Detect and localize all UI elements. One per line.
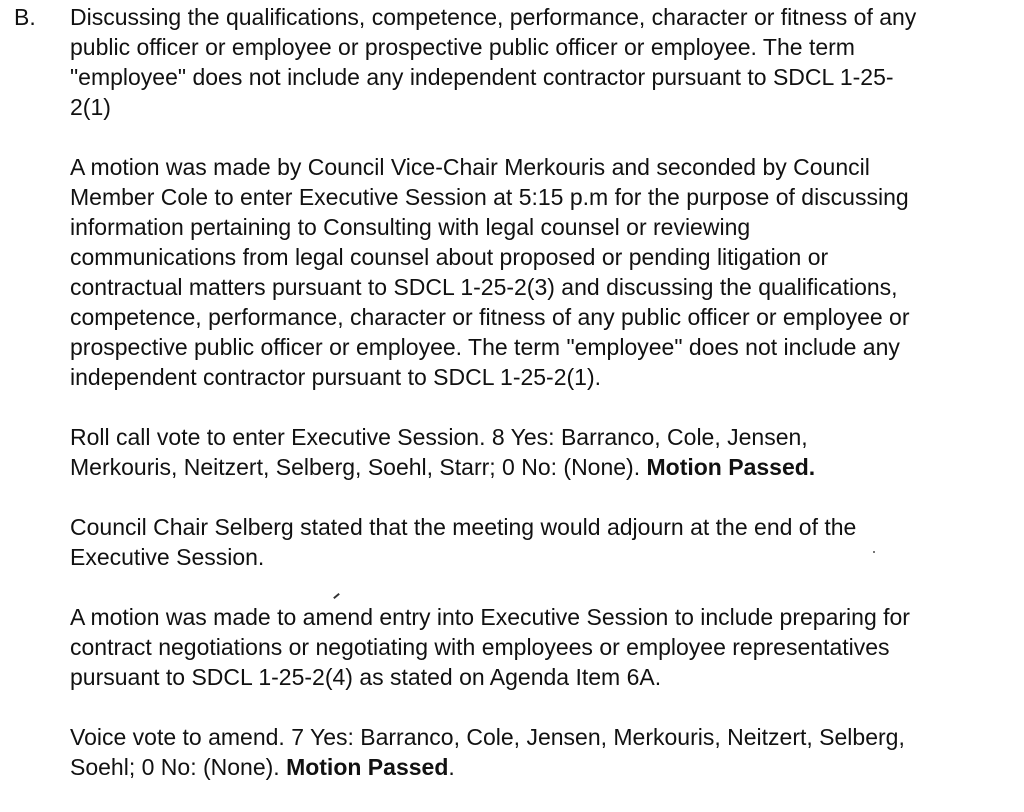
text-line: Roll call vote to enter Executive Session. 8 Yes: Barranco, Cole, Jensen, <box>70 424 808 450</box>
text-line: "employee" does not include any independent contractor pursuant to SDCL 1-25- <box>70 64 894 90</box>
text-line: pursuant to SDCL 1-25-2(4) as stated on Agenda Item 6A. <box>70 664 662 690</box>
text-line <box>70 752 1015 782</box>
paragraph-adjourn-statement <box>70 512 1015 572</box>
text-line: independent contractor pursuant to SDCL 1-25-2(1). <box>70 364 602 390</box>
item-letter: B. <box>14 4 36 30</box>
text-line: contractual matters pursuant to SDCL 1-25-2(3) and discussing the qualifications, <box>70 274 898 300</box>
text-line: A motion was made by Council Vice-Chair Merkouris and seconded by Council <box>70 154 870 180</box>
paragraph-voice-vote <box>70 722 1015 782</box>
text-line: information pertaining to Consulting with legal counsel or reviewing <box>70 214 751 240</box>
paragraph-motion-amend <box>70 602 1015 692</box>
paragraph-qualifications <box>70 2 1015 122</box>
roll-call-text: Merkouris, Neitzert, Selberg, Soehl, Starr; 0 No: (None). <box>70 454 641 480</box>
scan-artifact-dot <box>873 551 875 553</box>
motion-result: Motion Passed. <box>646 454 816 480</box>
text-line: Council Chair Selberg stated that the meeting would adjourn at the end of the <box>70 514 857 540</box>
paragraph-motion-executive-session <box>70 152 1015 392</box>
text-line: 2(1) <box>70 94 111 120</box>
text-line: Voice vote to amend. 7 Yes: Barranco, Cole, Jensen, Merkouris, Neitzert, Selberg, <box>70 724 905 750</box>
document-body <box>70 2 1015 812</box>
text-line: Executive Session. <box>70 544 265 570</box>
paragraph-roll-call-vote <box>70 422 1015 482</box>
text-line: A motion was made to amend entry into Executive Session to include preparing for <box>70 604 910 630</box>
trailing-period: . <box>448 754 455 780</box>
text-line: Member Cole to enter Executive Session at 5:15 p.m for the purpose of discussing <box>70 184 909 210</box>
text-line: competence, performance, character or fitness of any public officer or employee or <box>70 304 910 330</box>
text-line: public officer or employee or prospective public officer or employee. The term <box>70 34 855 60</box>
text-line <box>70 452 1015 482</box>
text-line: contract negotiations or negotiating with employees or employee representatives <box>70 634 890 660</box>
voice-vote-text: Soehl; 0 No: (None). <box>70 754 280 780</box>
text-line: communications from legal counsel about proposed or pending litigation or <box>70 244 829 270</box>
motion-result: Motion Passed <box>286 754 449 780</box>
text-line: Discussing the qualifications, competence, performance, character or fitness of any <box>70 4 917 30</box>
text-line: prospective public officer or employee. The term "employee" does not include any <box>70 334 900 360</box>
